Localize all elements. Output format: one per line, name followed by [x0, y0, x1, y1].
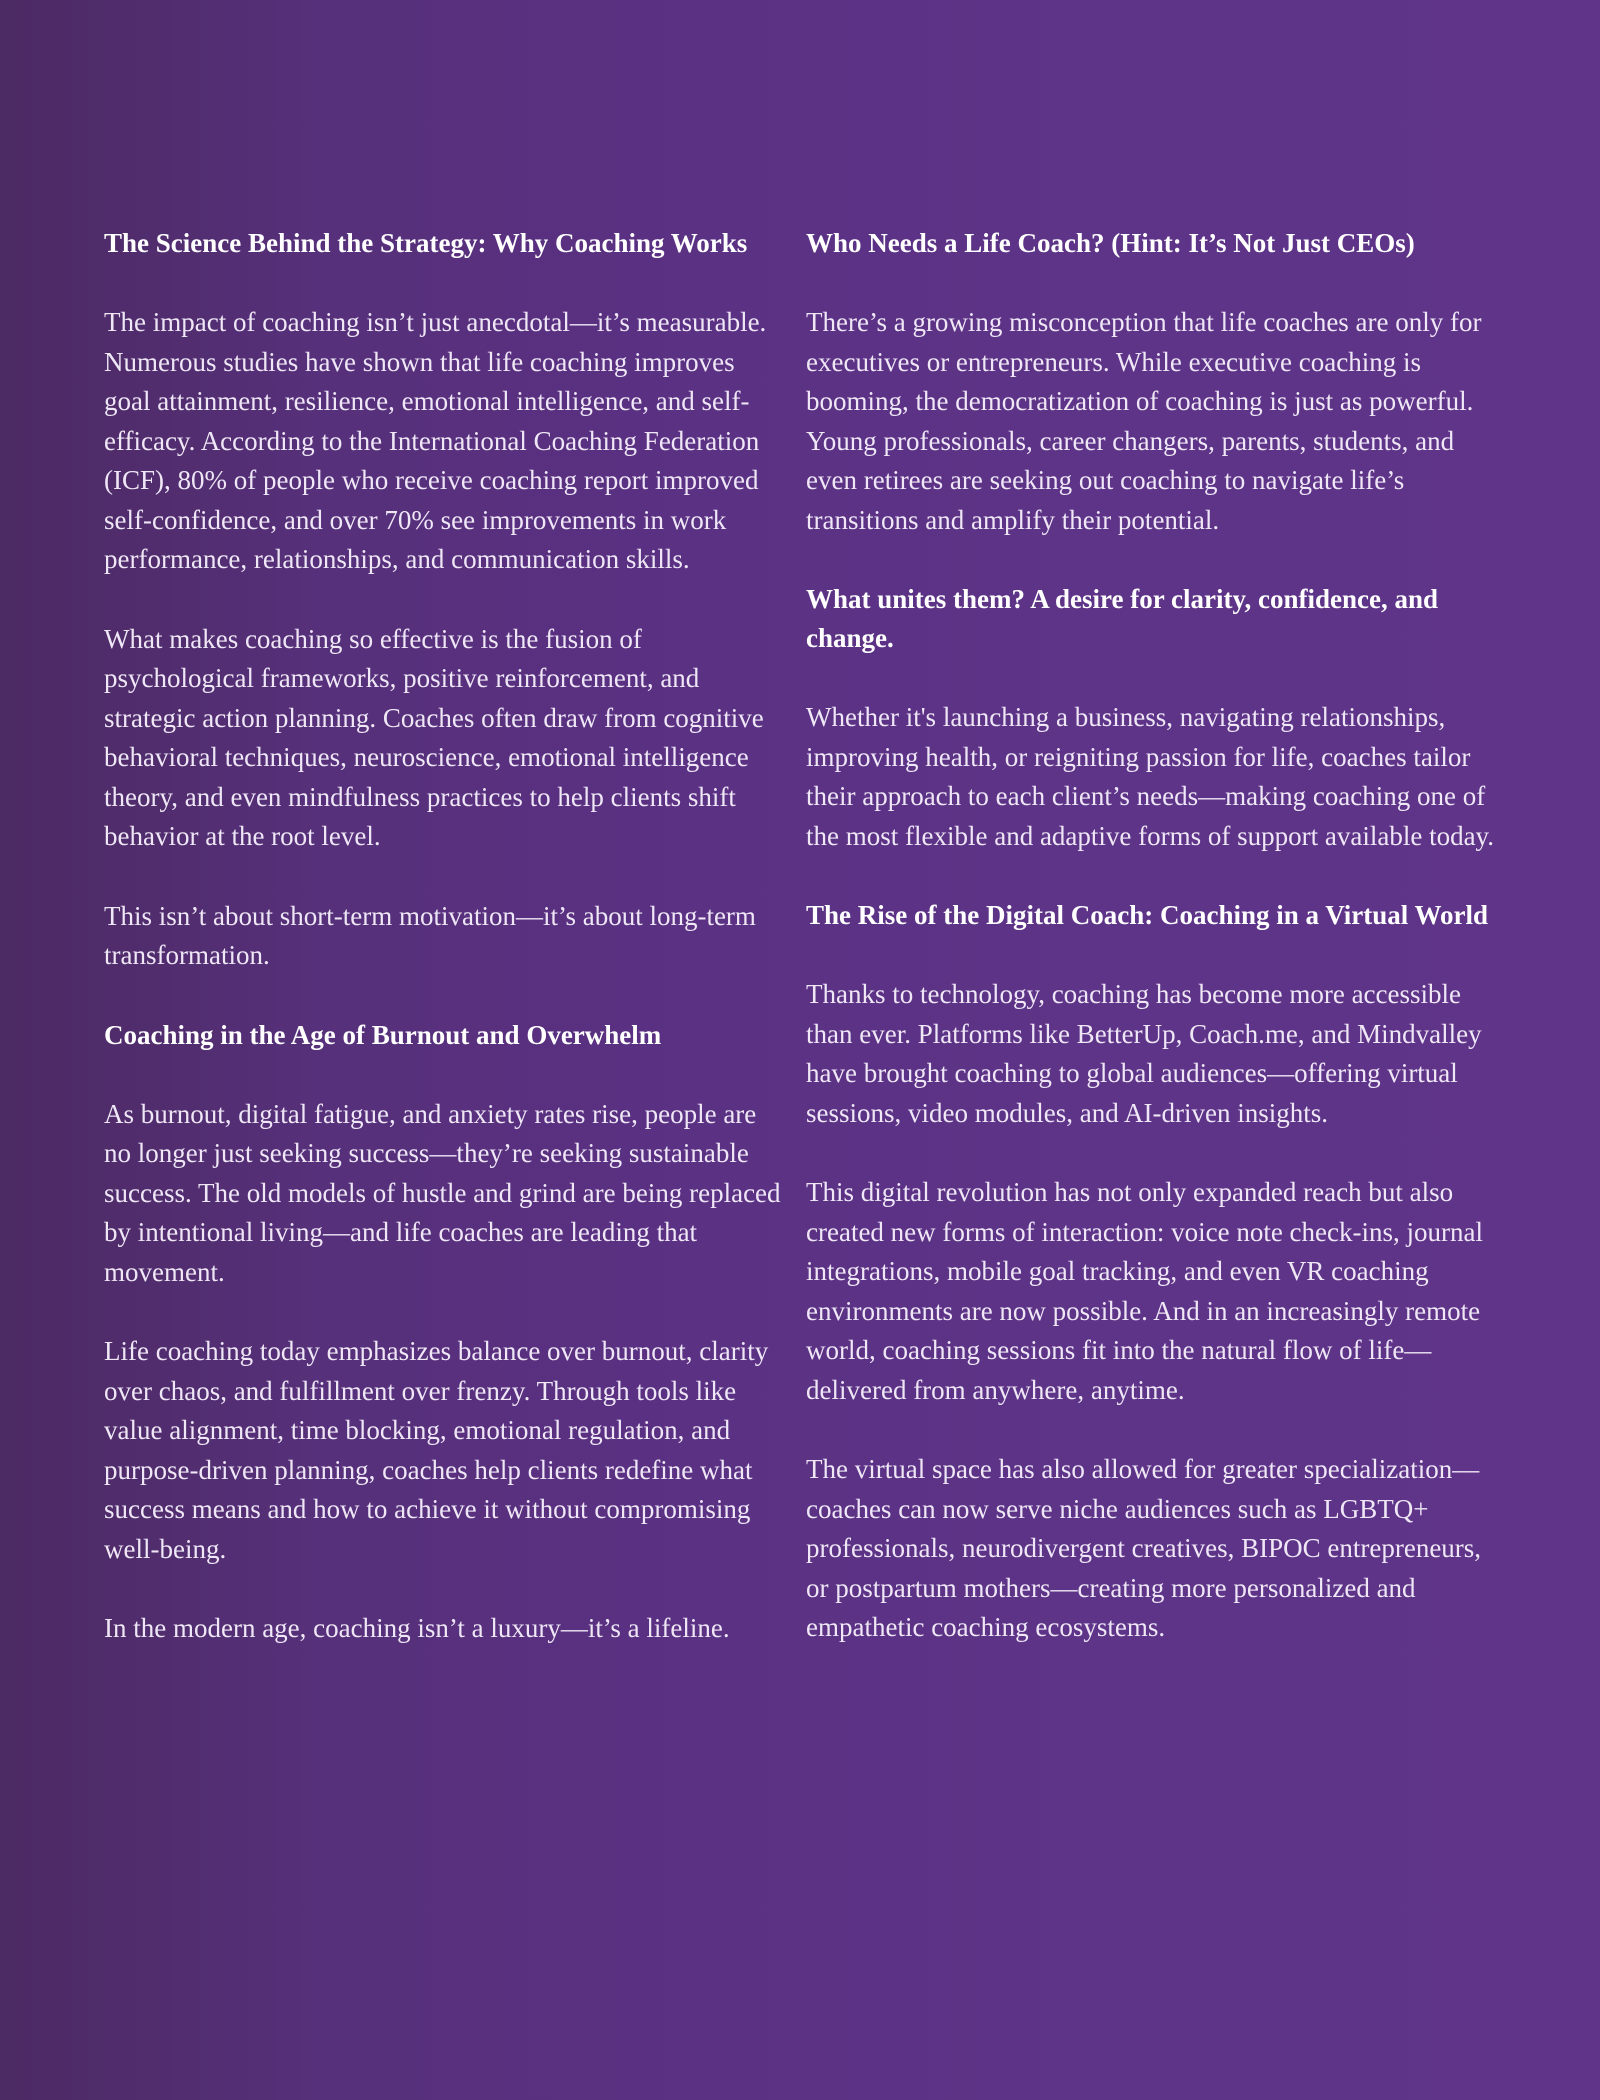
right-column	[806, 224, 1496, 1649]
article-page	[104, 224, 1496, 1649]
paragraph-impact: The impact of coaching isn’t just anecdotal—it’s measurable. Numerous studies have shown that life coaching improves goal attainment, resilience, emotional intelligence, and self-efficacy. According to the International Coaching Federation (ICF), 80% of people who receive coaching report improved self-confidence, and over 70% see improvements in work performance, relationships, and communication skills.	[104, 307, 767, 574]
paragraph-digital-revolution: This digital revolution has not only expanded reach but also created new forms of interaction: voice note check-ins, journal integrations, mobile goal tracking, and even VR coaching environments are now possible. And in an increasingly remote world, coaching sessions fit into the natural flow of life—delivered from anywhere, anytime.	[806, 1177, 1483, 1405]
paragraph-technology: Thanks to technology, coaching has become more accessible than ever. Platforms like BetterUp, Coach.me, and Mindvalley have brought coaching to global audiences—offering virtual sessions, video modules, and AI-driven insights.	[806, 979, 1482, 1128]
paragraph-burnout: As burnout, digital fatigue, and anxiety rates rise, people are no longer just seeking success—they’re seeking sustainable success. The old models of hustle and grind are being replaced by intentional living—and life coaches are leading that movement.	[104, 1098, 781, 1287]
paragraph-effective: What makes coaching so effective is the fusion of psychological frameworks, positive reinforcement, and strategic action planning. Coaches often draw from cognitive behavioral techniques, neuroscience, emotional intelligence theory, and even mindfulness practices to help clients shift behavior at the root level.	[104, 623, 764, 851]
paragraph-transformation: This isn’t about short-term motivation—it’s about long-term transformation.	[104, 900, 756, 970]
paragraph-balance: Life coaching today emphasizes balance over burnout, clarity over chaos, and fulfillment over frenzy. Through tools like value alignment, time blocking, emotional regulation, and purpose-driven planning, coaches help clients redefine what success means and how to achieve it without compromising well-being.	[104, 1336, 769, 1564]
paragraph-specialization: The virtual space has also allowed for greater specialization—coaches can now serve niche audiences such as LGBTQ+ professionals, neurodivergent creatives, BIPOC entrepreneurs, or postpartum mothers—creating more personalized and empathetic coaching ecosystems.	[806, 1454, 1482, 1642]
section-heading-science: The Science Behind the Strategy: Why Coaching Works	[104, 228, 748, 258]
paragraph-misconception: There’s a growing misconception that life coaches are only for executives or entrepreneurs. While executive coaching is booming, the democratization of coaching is just as powerful. Young professionals, career changers, parents, students, and even retirees are seeking out coaching to navigate life’s transitions and amplify their potential.	[806, 307, 1482, 535]
paragraph-lifeline: In the modern age, coaching isn’t a luxury—it’s a lifeline.	[104, 1613, 730, 1643]
subheading-what-unites: What unites them? A desire for clarity, confidence, and change.	[806, 584, 1438, 653]
paragraph-tailor: Whether it's launching a business, navigating relationships, improving health, or reigniting passion for life, coaches tailor their approach to each client’s needs—making coaching one of the most flexible and adaptive forms of support available today.	[806, 702, 1495, 851]
left-column	[104, 224, 782, 1649]
section-heading-digital-coach: The Rise of the Digital Coach: Coaching in a Virtual World	[806, 900, 1489, 930]
section-heading-burnout: Coaching in the Age of Burnout and Overwhelm	[104, 1019, 662, 1050]
section-heading-who-needs: Who Needs a Life Coach? (Hint: It’s Not Just CEOs)	[806, 228, 1415, 258]
